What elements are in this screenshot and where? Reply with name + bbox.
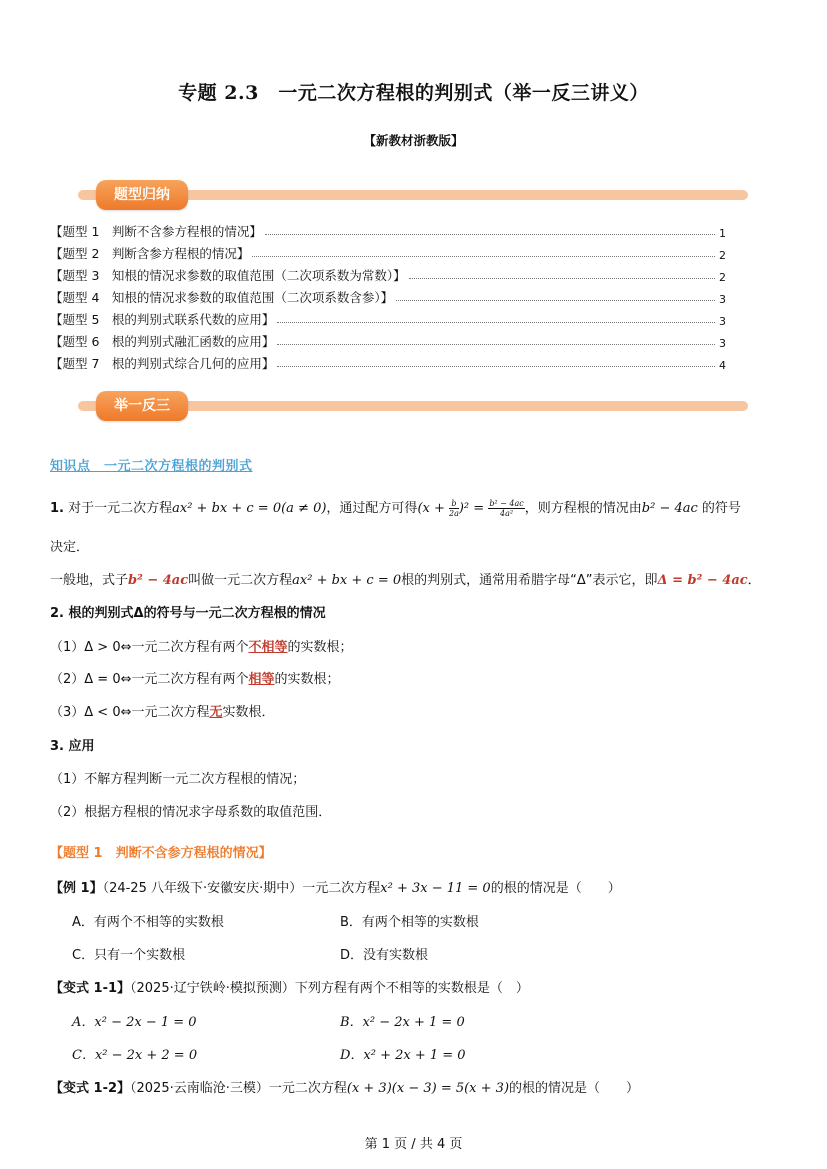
application-1: （1）不解方程判断一元二次方程根的情况； [50,772,306,787]
toc-item[interactable]: 【题型 2 判断含参方程根的情况】 2 [50,246,726,262]
table-of-contents [50,218,726,372]
toc-item[interactable]: 【题型 6 根的判别式融汇函数的应用】 3 [50,334,726,350]
example-1-option-d[interactable]: D．没有实数根 [340,948,429,963]
variant-1-1-question: 【变式 1-1】（2025·辽宁铁岭·模拟预测）下列方程有两个不相等的实数根是（ ） [50,981,529,996]
case-1: （1）Δ > 0⇔一元二次方程有两个不相等的实数根； [50,640,353,655]
variant-1-1-option-d[interactable]: D．x² + 2x + 1 = 0 [340,1048,466,1063]
paragraph-1-cont: 决定． [50,540,90,555]
toc-item[interactable]: 【题型 7 根的判别式综合几何的应用】 4 [50,356,726,372]
case-3: （3）Δ < 0⇔一元二次方程无实数根． [50,705,275,720]
heading-3: 3. 应用 [50,739,95,754]
variant-1-1-option-b[interactable]: B．x² − 2x + 1 = 0 [340,1015,465,1030]
example-1-option-b[interactable]: B．有两个相等的实数根 [340,915,479,930]
toc-item[interactable]: 【题型 3 知根的情况求参数的取值范围（二次项系数为常数）】 2 [50,268,726,284]
application-2: （2）根据方程根的情况求字母系数的取值范围． [50,805,332,820]
paragraph-1: 1. 对于一元二次方程ax² + bx + c = 0(a ≠ 0)，通过配方可得(x + $\frac{b}{2a}$ )² = $\frac{\text{b² − 4ac}}{\text{4a²}}$ ，则方程根的情况由b² − 4ac 的符号 [50,499,741,518]
variant-1-1-option-a[interactable]: A．x² − 2x − 1 = 0 [72,1015,197,1030]
example-1-option-c[interactable]: C．只有一个实数根 [72,948,186,963]
case-2: （2）Δ = 0⇔一元二次方程有两个相等的实数根； [50,672,340,687]
page-title: 专题 2.3 一元二次方程根的判别式（举一反三讲义） [178,82,649,104]
example-1-option-a[interactable]: A．有两个不相等的实数根 [72,915,224,930]
toc-item[interactable]: 【题型 5 根的判别式联系代数的应用】 3 [50,312,726,328]
example-1-question: 【例 1】（24-25 八年级下·安徽安庆·期中）一元二次方程x² + 3x − 11 = 0的根的情况是（ ） [50,881,621,896]
paragraph-2: 一般地，式子b² − 4ac叫做一元二次方程ax² + bx + c = 0根的判别式，通常用希腊字母“Δ”表示它，即Δ = b² − 4ac． [50,573,761,588]
variant-1-2-question: 【变式 1-2】（2025·云南临沧·三模）一元二次方程(x + 3)(x − 3) = 5(x + 3)的根的情况是（ ） [50,1081,640,1096]
page-footer: 第 1 页 / 共 4 页 [364,1137,463,1152]
section-pill-question-types: 题型归纳 [96,180,188,210]
toc-item[interactable]: 【题型 1 判断不含参方程根的情况】 1 [50,224,726,240]
knowledge-point-heading: 知识点 一元二次方程根的判别式 [50,459,253,474]
section-pill-examples: 举一反三 [96,391,188,421]
variant-1-1-option-c[interactable]: C．x² − 2x + 2 = 0 [72,1048,198,1063]
heading-2: 2. 根的判别式Δ的符号与一元二次方程根的情况 [50,606,326,621]
section-heading-type-1: 【题型 1 判断不含参方程根的情况】 [50,846,272,861]
page-subtitle: 【新教材浙教版】 [363,133,464,148]
toc-item[interactable]: 【题型 4 知根的情况求参数的取值范围（二次项系数含参）】 3 [50,290,726,306]
